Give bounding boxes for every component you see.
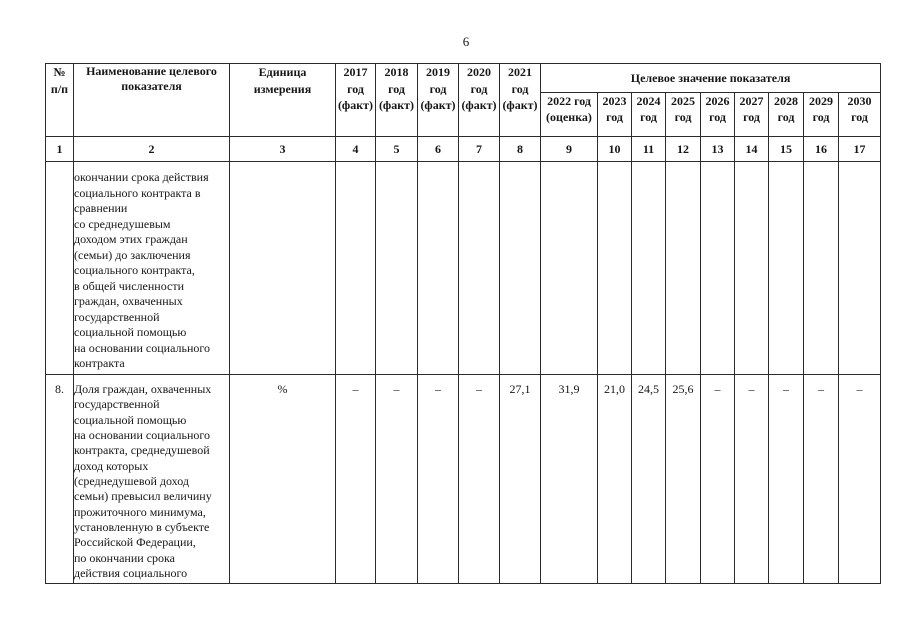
header-year-2029: 2029 год xyxy=(804,93,839,137)
header-year-2019: 2019 год (факт) xyxy=(418,64,459,137)
row-cont-value-2021 xyxy=(500,162,541,375)
row-cont-value-2026 xyxy=(701,162,735,375)
column-number-10: 10 xyxy=(598,137,632,162)
header-year-2026: 2026 год xyxy=(701,93,735,137)
row-cont-value-2019 xyxy=(418,162,459,375)
row-cont-indicator-name: окончании срока действия социального контракта в сравнении со среднедушевым доходом этих граждан (семьи) до заключения социального контракта, в общей численности граждан, охваченных государственной социальной помощью на основании социального контракта xyxy=(74,162,230,375)
column-number-3: 3 xyxy=(230,137,336,162)
row-cont-value-2028 xyxy=(769,162,804,375)
column-number-1: 1 xyxy=(46,137,74,162)
header-year-2017: 2017 год (факт) xyxy=(336,64,376,137)
header-year-2028: 2028 год xyxy=(769,93,804,137)
row-cont-number-cell xyxy=(46,162,74,375)
table-row-continuation xyxy=(46,162,881,375)
row-8-value-2026: – xyxy=(701,375,735,584)
row-cont-value-2029 xyxy=(804,162,839,375)
column-number-9: 9 xyxy=(541,137,598,162)
column-number-2: 2 xyxy=(74,137,230,162)
row-8-value-2030: – xyxy=(839,375,881,584)
header-year-2018: 2018 год (факт) xyxy=(376,64,418,137)
page-number: 6 xyxy=(462,34,470,49)
row-8-value-2029: – xyxy=(804,375,839,584)
row-cont-value-2030 xyxy=(839,162,881,375)
row-8-value-2019: – xyxy=(418,375,459,584)
header-year-2025: 2025 год xyxy=(666,93,701,137)
column-numbers-row xyxy=(46,137,881,162)
row-8-number: 8. xyxy=(46,375,74,584)
header-year-2023: 2023 год xyxy=(598,93,632,137)
row-8-value-2021: 27,1 xyxy=(500,375,541,584)
table-row-8 xyxy=(46,375,881,584)
header-target-values: Целевое значение показателя xyxy=(541,64,881,93)
row-8-value-2020: – xyxy=(459,375,500,584)
column-number-17: 17 xyxy=(839,137,881,162)
column-number-13: 13 xyxy=(701,137,735,162)
column-number-15: 15 xyxy=(769,137,804,162)
row-cont-value-2018 xyxy=(376,162,418,375)
row-8-value-2022: 31,9 xyxy=(541,375,598,584)
row-8-value-2017: – xyxy=(336,375,376,584)
row-cont-value-2020 xyxy=(459,162,500,375)
column-number-5: 5 xyxy=(376,137,418,162)
header-row-number: № п/п xyxy=(46,64,74,137)
row-8-value-2027: – xyxy=(735,375,769,584)
column-number-7: 7 xyxy=(459,137,500,162)
header-year-2020: 2020 год (факт) xyxy=(459,64,500,137)
row-8-value-2018: – xyxy=(376,375,418,584)
header-indicator-name: Наименование целевого показателя xyxy=(74,64,230,137)
row-cont-value-2017 xyxy=(336,162,376,375)
row-8-value-2028: – xyxy=(769,375,804,584)
column-number-6: 6 xyxy=(418,137,459,162)
header-year-2021: 2021 год (факт) xyxy=(500,64,541,137)
header-year-2030: 2030 год xyxy=(839,93,881,137)
header-year-2024: 2024 год xyxy=(632,93,666,137)
column-number-8: 8 xyxy=(500,137,541,162)
row-cont-unit-cell xyxy=(230,162,336,375)
row-8-value-2024: 24,5 xyxy=(632,375,666,584)
row-8-indicator-name: Доля граждан, охваченных государственной социальной помощью на основании социального контракта, среднедушевой доход которых (среднедушевой доход семьи) превысил величину прожиточного минимума, установленную в субъекте Российской Федерации, по окончании срока действия социального xyxy=(74,375,230,584)
row-cont-value-2027 xyxy=(735,162,769,375)
target-indicators-table xyxy=(45,63,881,584)
row-cont-value-2024 xyxy=(632,162,666,375)
row-cont-value-2023 xyxy=(598,162,632,375)
column-number-16: 16 xyxy=(804,137,839,162)
column-number-4: 4 xyxy=(336,137,376,162)
header-row-top xyxy=(46,64,881,93)
row-cont-value-2025 xyxy=(666,162,701,375)
row-8-value-2023: 21,0 xyxy=(598,375,632,584)
row-cont-value-2022 xyxy=(541,162,598,375)
column-number-11: 11 xyxy=(632,137,666,162)
header-year-2027: 2027 год xyxy=(735,93,769,137)
column-number-14: 14 xyxy=(735,137,769,162)
header-year-2022: 2022 год (оценка) xyxy=(541,93,598,137)
row-8-value-2025: 25,6 xyxy=(666,375,701,584)
row-8-unit: % xyxy=(230,375,336,584)
header-unit: Единица измерения xyxy=(230,64,336,137)
column-number-12: 12 xyxy=(666,137,701,162)
